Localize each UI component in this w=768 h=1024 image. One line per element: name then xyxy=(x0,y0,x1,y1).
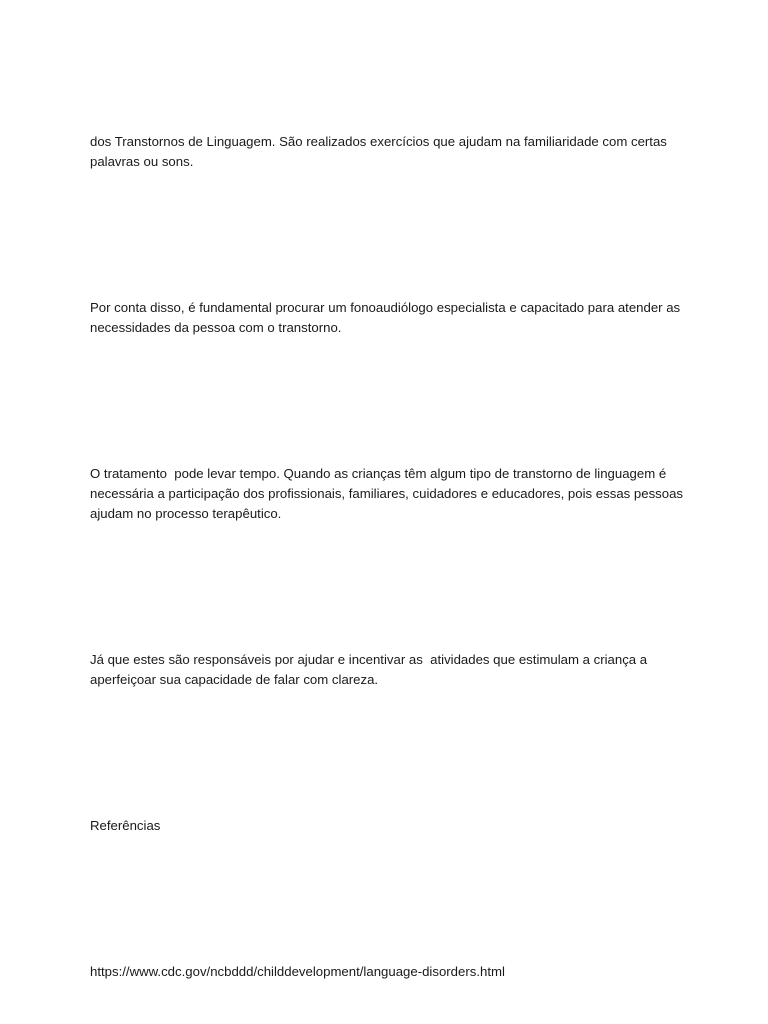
paragraph-spacer xyxy=(90,730,680,776)
reference-link xyxy=(90,922,680,1022)
document-body xyxy=(90,92,684,1022)
paragraph-line: aperfeiçoar sua capacidade de falar com clareza. xyxy=(90,672,379,687)
paragraph-line: palavras ou sons. xyxy=(90,154,194,169)
paragraph-4 xyxy=(90,610,680,730)
paragraph-line: Já que estes são responsáveis por ajudar e incentivar as atividades que estimulam a criança a xyxy=(90,652,648,667)
paragraph-spacer xyxy=(90,876,680,922)
paragraph-line: necessidades da pessoa com o transtorno. xyxy=(90,320,342,335)
paragraph-line: Por conta disso, é fundamental procurar um fonoaudiólogo especialista e capacitado para atender as xyxy=(90,300,681,315)
paragraph-line: necessária a participação dos profissionais, familiares, cuidadores e educadores, pois essas pessoas xyxy=(90,486,684,501)
paragraph-spacer xyxy=(90,564,680,610)
references-heading xyxy=(90,776,680,876)
paragraph-line: O tratamento pode levar tempo. Quando as crianças têm algum tipo de transtorno de linguagem é xyxy=(90,466,667,481)
paragraph-3 xyxy=(90,424,684,564)
reference-link-text: https://www.cdc.gov/ncbddd/childdevelopment/language-disorders.html xyxy=(90,964,505,979)
paragraph-line: dos Transtornos de Linguagem. São realizados exercícios que ajudam na familiaridade com certas xyxy=(90,134,667,149)
paragraph-line: ajudam no processo terapêutico. xyxy=(90,506,282,521)
references-heading-text: Referências xyxy=(90,818,161,833)
paragraph-spacer xyxy=(90,212,680,258)
paragraph-1 xyxy=(90,92,680,212)
paragraph-2 xyxy=(90,258,680,378)
paragraph-spacer xyxy=(90,378,680,424)
